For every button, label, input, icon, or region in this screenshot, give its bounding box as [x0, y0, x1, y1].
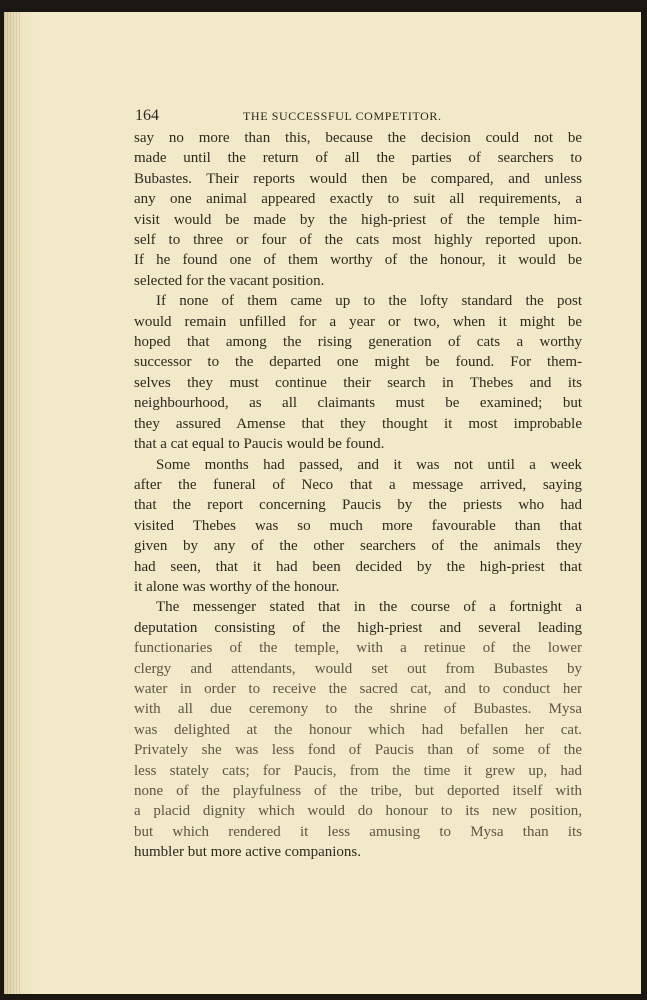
- text-line: none of the playfulness of the tribe, but deported itself with: [134, 783, 582, 799]
- text-line: visit would be made by the high-priest of the temple him-: [134, 211, 582, 228]
- text-line: had seen, that it had been decided by the high-priest that: [134, 558, 582, 575]
- text-line: after the funeral of Neco that a message arrived, saying: [134, 476, 582, 493]
- text-line: given by any of the other searchers of the animals they: [134, 538, 582, 555]
- text-line: but which rendered it less amusing to Mysa than its: [134, 823, 582, 840]
- body-text: [134, 128, 582, 863]
- page-number: 164: [135, 107, 159, 124]
- text-line: selves they must continue their search in Thebes and its: [134, 374, 582, 391]
- text-line: If none of them came up to the lofty standard the post: [156, 293, 582, 310]
- paragraph: [134, 455, 582, 598]
- text-line: it alone was worthy of the honour.: [134, 578, 340, 595]
- text-line: Bubastes. Their reports would then be compared, and unless: [134, 170, 582, 187]
- text-line: humbler but more active companions.: [134, 844, 362, 861]
- text-line: they assured Amense that they thought it most improbable: [134, 415, 582, 432]
- text-line: functionaries of the temple, with a retinue of the lower: [134, 640, 582, 657]
- text-line: water in order to receive the sacred cat, and to conduct her: [134, 680, 582, 697]
- text-line: say no more than this, because the decision could not be: [134, 130, 582, 146]
- text-line: a placid dignity which would do honour to its new position,: [134, 803, 582, 820]
- text-line: less stately cats; for Paucis, from the time it grew up, had: [134, 762, 582, 779]
- text-line: any one animal appeared exactly to suit all requirements, a: [134, 191, 582, 208]
- text-line: that a cat equal to Paucis would be found.: [134, 436, 385, 453]
- text-line: with all due ceremony to the shrine of Bubastes. Mysa: [134, 701, 582, 718]
- paragraph: [134, 597, 582, 862]
- text-line: self to three or four of the cats most highly reported upon.: [134, 232, 582, 249]
- paragraph: [134, 128, 582, 291]
- text-line: selected for the vacant position.: [134, 272, 325, 289]
- text-line: made until the return of all the parties of searchers to: [134, 150, 582, 167]
- text-line: Some months had passed, and it was not until a week: [156, 456, 582, 473]
- running-head: THE SUCCESSFUL COMPETITOR.: [243, 109, 442, 123]
- page-gutter: [4, 12, 20, 994]
- text-line: The messenger stated that in the course of a fortnight a: [156, 599, 582, 616]
- text-line: was delighted at the honour which had befallen her cat.: [134, 721, 582, 738]
- text-line: deputation consisting of the high-priest and several leading: [134, 619, 582, 636]
- text-line: would remain unfilled for a year or two, when it might be: [134, 313, 582, 330]
- text-line: that the report concerning Paucis by the priests who had: [134, 497, 582, 514]
- text-line: neighbourhood, as all claimants must be examined; but: [134, 395, 582, 412]
- text-line: hoped that among the rising generation of cats a worthy: [134, 334, 582, 351]
- text-line: visited Thebes was so much more favourable than that: [134, 517, 582, 534]
- paragraph: [134, 291, 582, 454]
- page-header: [135, 107, 587, 127]
- text-line: clergy and attendants, would set out from Bubastes by: [134, 660, 582, 677]
- text-line: Privately she was less fond of Paucis than of some of the: [134, 742, 582, 759]
- text-line: If he found one of them worthy of the honour, it would be: [134, 252, 582, 269]
- text-line: successor to the departed one might be found. For them-: [134, 354, 582, 371]
